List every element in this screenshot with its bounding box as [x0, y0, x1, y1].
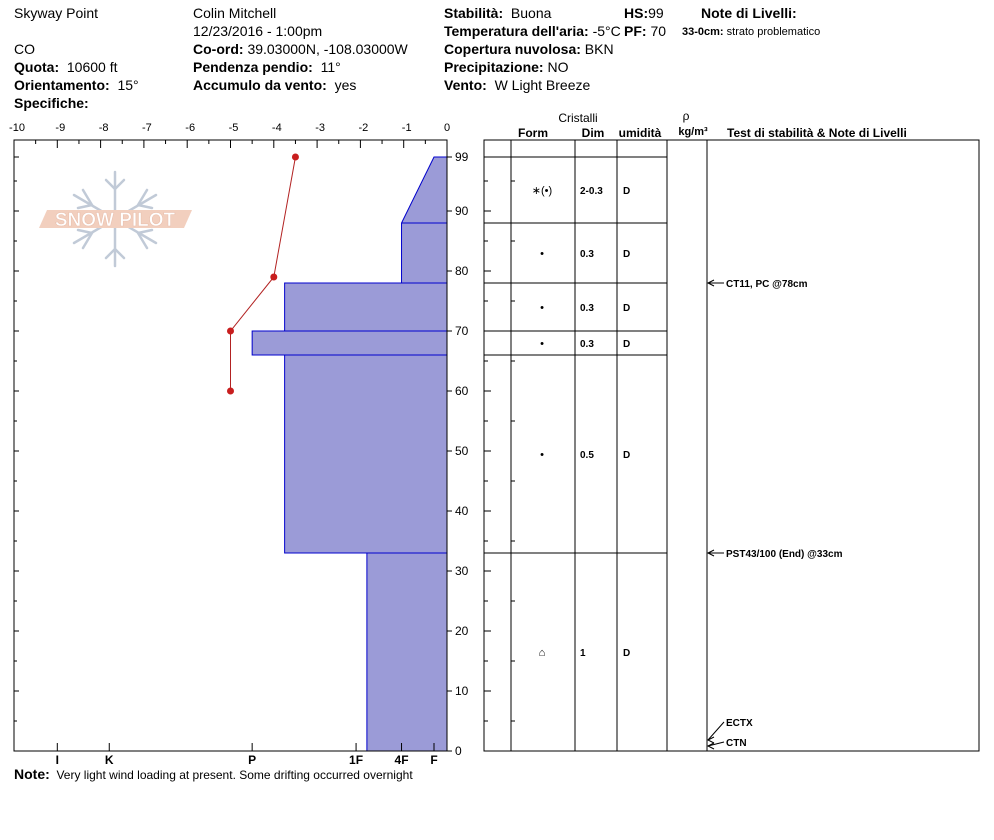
elevation-value: 10600 ft	[66, 59, 118, 75]
cloud-label: Copertura nuvolosa:	[444, 41, 581, 57]
layer-size: 2-0.3	[580, 186, 603, 197]
height-tick-label: 20	[455, 624, 469, 638]
stability-value: Buona	[510, 5, 552, 21]
layer-size: 0.3	[580, 339, 594, 350]
layer-note-text: strato problematico	[726, 26, 821, 38]
layer-size: 0.5	[580, 450, 594, 461]
temp-tick-label: -2	[358, 122, 369, 134]
stability-test-label: ECTX	[726, 718, 753, 729]
layer-size: 1	[580, 648, 586, 659]
height-tick-label: 80	[455, 264, 469, 278]
layer-size: 0.3	[580, 249, 594, 260]
temp-tick-label: -1	[401, 122, 412, 134]
temperature-point	[292, 154, 299, 161]
temp-tick-label: -8	[98, 122, 109, 134]
height-tick-label: 99	[455, 150, 469, 164]
height-tick-label: 40	[455, 504, 469, 518]
layer-notes-title-text: Note di Livelli:	[701, 5, 797, 21]
layer-form: •	[540, 248, 544, 260]
hardness-area	[252, 157, 447, 751]
layer-size: 0.3	[580, 303, 594, 314]
hardness-profile	[252, 157, 447, 751]
col-density-unit: kg/m³	[678, 126, 708, 138]
pf-label: PF:	[624, 23, 647, 39]
elevation-label: Quota:	[14, 59, 60, 75]
temp-tick-label: -6	[185, 122, 196, 134]
temp-tick-label: -5	[228, 122, 239, 134]
col-moisture: umidità	[618, 126, 662, 140]
layer-moisture: D	[623, 450, 631, 461]
temp-tick-label: -3	[315, 122, 325, 134]
location: Skyway Point	[14, 5, 99, 21]
col-size: Dim	[581, 126, 605, 140]
test-arrow	[708, 722, 724, 740]
col-form: Form	[518, 126, 548, 140]
profile-note	[14, 766, 413, 782]
layer-form: •	[540, 302, 544, 314]
air-temp-value: -5°C	[592, 23, 621, 39]
height-tick-label: 90	[455, 204, 469, 218]
wind-loading-value: yes	[334, 77, 357, 93]
layer-moisture: D	[623, 186, 631, 197]
observer: Colin Mitchell	[193, 5, 277, 21]
height-tick-label: 50	[455, 444, 469, 458]
slope-value: 11°	[320, 59, 341, 75]
layer-moisture: D	[623, 648, 631, 659]
temp-tick-label: 0	[443, 122, 451, 134]
snowpilot-logo	[39, 172, 192, 266]
hs-value: 99	[648, 5, 664, 21]
temp-tick-label: -7	[142, 122, 152, 134]
aspect-value: 15°	[117, 77, 139, 93]
height-tick-label: 60	[455, 384, 469, 398]
precip-label: Precipitazione:	[444, 59, 544, 75]
hardness-tick-label: P	[248, 753, 257, 767]
note-text: Very light wind loading at present. Some drifting occurred overnight	[56, 768, 413, 782]
specifics-label: Specifiche:	[14, 95, 89, 111]
logo-text: SNOW PILOT	[54, 210, 176, 231]
crystals-title: Cristalli	[558, 111, 598, 125]
hardness-tick-label: K	[104, 753, 114, 767]
cloud-value: BKN	[584, 41, 614, 57]
temp-tick-label: -9	[55, 122, 66, 134]
datetime: 12/23/2016 - 1:00pm	[193, 23, 323, 39]
layer-form: ∗(•)	[531, 185, 553, 197]
height-tick-label: 10	[455, 684, 469, 698]
precip-value: NO	[547, 59, 569, 75]
height-tick-label: 30	[455, 564, 469, 578]
test-arrow	[708, 742, 724, 746]
temperature-point	[270, 274, 277, 281]
state: CO	[14, 41, 35, 57]
height-tick-label: 0	[455, 744, 462, 758]
col-density-symbol: ρ	[682, 109, 690, 123]
stability-test-label: CTN	[726, 738, 747, 749]
layer-form: ⌂	[538, 647, 546, 659]
test-arrow-head	[708, 743, 714, 749]
layer-form: •	[540, 338, 544, 350]
air-temp-label: Temperatura dell'aria:	[444, 23, 589, 39]
layer-note-range: 33-0cm:	[682, 26, 724, 38]
aspect-label: Orientamento:	[14, 77, 110, 93]
temp-tick-label: -10	[9, 122, 25, 134]
temperature-point	[227, 328, 234, 335]
pf-value: 70	[650, 23, 667, 39]
temperature-point	[227, 388, 234, 395]
stability-label: Stabilità:	[444, 5, 504, 21]
layer-moisture: D	[623, 249, 631, 260]
hardness-tick-label: 1F	[349, 753, 364, 767]
temp-tick-label: -4	[271, 122, 282, 134]
hs-label: HS:	[624, 5, 649, 21]
stability-test-label: CT11, PC @78cm	[726, 279, 808, 290]
coord-value: 39.03000N, -108.03000W	[247, 41, 408, 57]
layer-moisture: D	[623, 339, 631, 350]
layer-form: •	[540, 449, 544, 461]
col-tests: Test di stabilità & Note di Livelli	[727, 126, 907, 140]
wind-value: W Light Breeze	[494, 77, 591, 93]
slope-label: Pendenza pendio:	[193, 59, 313, 75]
hardness-tick-label: 4F	[394, 753, 409, 767]
hardness-tick-label: F	[430, 753, 438, 767]
layer-table	[484, 109, 979, 751]
coord-label: Co-ord:	[193, 41, 244, 57]
hardness-tick-label: I	[55, 753, 59, 767]
stability-test-label: PST43/100 (End) @33cm	[726, 549, 843, 560]
test-arrow-head	[708, 737, 714, 743]
temperature-axis	[9, 122, 450, 148]
wind-label: Vento:	[444, 77, 487, 93]
layer-moisture: D	[623, 303, 631, 314]
height-tick-label: 70	[455, 324, 469, 338]
table-border	[484, 140, 979, 751]
note-label: Note:	[14, 766, 50, 782]
wind-loading-label: Accumulo da vento:	[193, 77, 327, 93]
